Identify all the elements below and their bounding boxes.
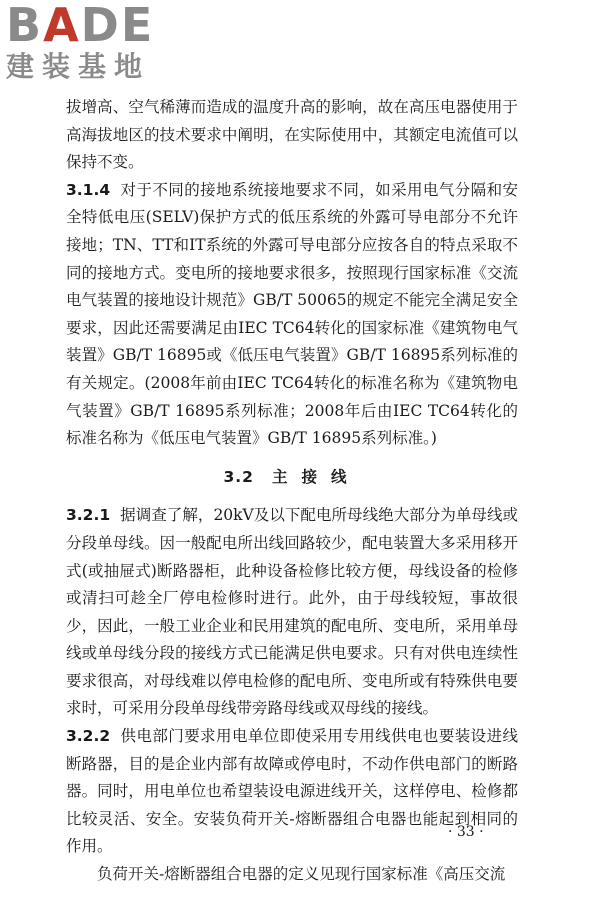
clause-text: 对于不同的接地系统接地要求不同，如采用电气分隔和安全特低电压(SELV)保护方式的低压系统的外露可导电部分不允许接地；TN、TT和IT系统的外露可导电部分应按各自的特点采取不同的接地方式。变电所的接地要求很多，按照现行国家标准《交流电气装置的接地设计规范》GB/T 50065的规定不能完全满足安全要求，因此还需要满足由IEC TC64转化的国家标准《建筑物电气装置》GB/T 16895或《低压电气装置》GB/T 16895系列标准的有关规定。(2008年前由IEC TC64转化的标准名称为《建筑物电气装置》GB/T 16895系列标准；2008年后由IEC TC64转化的标准名称为《低压电气装置》GB/T 16895系列标准。)	[66, 180, 518, 448]
clause-number: 3.2.2	[66, 727, 111, 746]
section-heading-3-2	[66, 464, 518, 492]
clause-text: 据调查了解，20kV及以下配电所母线绝大部分为单母线或分段单母线。因一般配电所出线回路较少，配电装置大多采用移开式(或抽屉式)断路器柜，此种设备检修比较方便，母线设备的检修或清扫可趁全厂停电检修时进行。此外，由于母线较短，事故很少，因此，一般工业企业和民用建筑的配电所、变电所，采用单母线或单母线分段的接线方式已能满足供电要求。只有对供电连续性要求很高，对母线难以停电检修的配电所、变电所或有特殊供电要求时，可采用分段单母线带旁路母线或双母线的接线。	[66, 506, 518, 718]
section-title: 主接线	[271, 467, 361, 486]
continuation-paragraph: 拔增高、空气稀薄而造成的温度升高的影响，故在高压电器使用于高海拔地区的技术要求中阐明，在实际使用中，其额定电流值可以保持不变。	[66, 98, 518, 172]
indented-paragraph: 负荷开关-熔断器组合电器的定义见现行国家标准《高压交流	[97, 865, 506, 884]
logo-subtitle: 建装基地	[6, 50, 151, 83]
clause-text: 供电部门要求用电单位即使采用专用线供电也要装设进线断路器，目的是企业内部有故障或停电时，不动作供电部门的断路器。同时，用电单位也希望装设电源进线开关，这样停电、检修都比较灵活、安全。安装负荷开关-熔断器组合电器也能起到相同的作用。	[66, 727, 518, 856]
clause-3-1-4	[66, 177, 518, 453]
bade-logo	[6, 2, 176, 84]
document-body	[66, 94, 518, 889]
clause-number: 3.2.1	[66, 506, 111, 525]
page-number: · 33 ·	[448, 824, 484, 840]
logo-wordmark: BADE	[6, 0, 155, 52]
section-number: 3.2	[223, 467, 254, 486]
clause-3-2-1	[66, 502, 518, 723]
clause-number: 3.1.4	[66, 180, 111, 199]
clause-3-2-2	[66, 723, 518, 861]
